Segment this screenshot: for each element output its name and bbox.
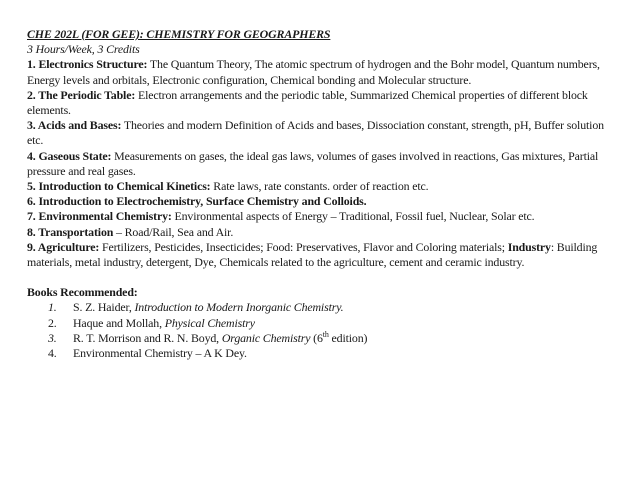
book-author: S. Z. Haider, — [73, 300, 135, 315]
book-title: Introduction to Modern Inorganic Chemistry. — [134, 300, 344, 315]
topic-body: Theories and modern Definition of Acids and bases, Dissociation constant, strength, pH, Buffer solution etc. — [27, 118, 604, 148]
topic-item — [27, 149, 613, 179]
topic-item — [27, 179, 613, 194]
topic-heading: 1. Electronics Structure: — [27, 57, 148, 72]
book-title: Physical Chemistry — [164, 315, 255, 330]
book-number: 4. — [48, 346, 57, 361]
syllabus-page — [27, 27, 613, 361]
book-list — [27, 300, 613, 361]
book-title: Organic Chemistry — [221, 330, 311, 345]
course-title: CHE 202L (FOR GEE): CHEMISTRY FOR GEOGRAPHERS — [27, 27, 331, 41]
book-number: 3. — [48, 330, 57, 345]
topic-item — [27, 57, 613, 87]
topic-body: The Quantum Theory, The atomic spectrum of hydrogen and the Bohr model, Quantum numbers, Energy levels and orbitals, Electronic configuration, Chemical bonding and Molecular structure. — [27, 57, 600, 87]
topic-heading: 9. Agriculture: — [27, 239, 100, 254]
book-number: 2. — [48, 315, 57, 330]
books-heading: Books Recommended: — [27, 285, 138, 300]
topic-heading: 4. Gaseous State: — [27, 148, 112, 163]
topic-heading: 3. Acids and Bases: — [27, 118, 122, 133]
topic-body: Rate laws, rate constants. order of reaction etc. — [210, 179, 429, 194]
topic-heading: 5. Introduction to Chemical Kinetics: — [27, 179, 211, 194]
book-edition-prefix: (6 — [310, 330, 323, 345]
book-item — [27, 316, 613, 331]
topic-body: : Building materials, metal industry, detergent, Dye, Chemicals related to the agriculture, cement and ceramic industry. — [27, 239, 598, 270]
topic-body: Measurements on gases, the ideal gas laws, volumes of gases involved in reactions, Gas mixtures, Partial pressure and real gases. — [27, 148, 599, 178]
book-item — [27, 300, 613, 315]
topic-body: Fertilizers, Pesticides, Insecticides; Food: Preservatives, Flavor and Coloring materials; — [99, 239, 508, 254]
topic-body: – Road/Rail, Sea and Air. — [113, 224, 234, 239]
book-author: Environmental Chemistry – A K Dey. — [73, 346, 247, 361]
topic-item — [27, 88, 613, 118]
book-author: Haque and Mollah, — [73, 315, 165, 330]
book-edition-sup: th — [322, 329, 329, 339]
section-spacer — [27, 270, 613, 285]
topic-item — [27, 118, 613, 148]
topic-item — [27, 240, 613, 270]
book-item — [27, 331, 613, 346]
topic-subheading: Industry — [507, 239, 551, 254]
topic-body: Electron arrangements and the periodic table, Summarized Chemical properties of different block elements. — [27, 87, 588, 118]
topic-body: Environmental aspects of Energy – Traditional, Fossil fuel, Nuclear, Solar etc. — [171, 209, 535, 224]
book-edition-suffix: edition) — [328, 330, 368, 345]
topic-heading: 2. The Periodic Table: — [27, 87, 136, 102]
course-meta: 3 Hours/Week, 3 Credits — [27, 42, 140, 57]
book-item — [27, 346, 613, 361]
book-number: 1. — [48, 300, 57, 315]
topic-item — [27, 225, 613, 240]
topic-heading: 7. Environmental Chemistry: — [27, 209, 172, 224]
topic-item — [27, 209, 613, 224]
topic-heading: 8. Transportation — [27, 224, 114, 239]
book-author: R. T. Morrison and R. N. Boyd, — [73, 330, 222, 345]
topic-heading: 6. Introduction to Electrochemistry, Surface Chemistry and Colloids. — [27, 194, 367, 209]
topic-item — [27, 194, 613, 209]
